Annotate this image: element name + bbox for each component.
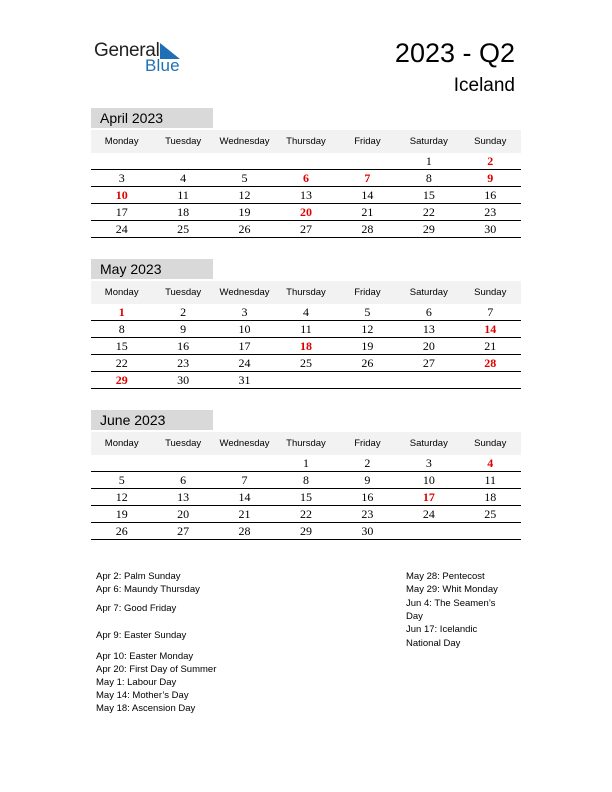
date-cell: 5	[241, 171, 248, 185]
date-cell: 29	[299, 524, 312, 538]
date-cell: 13	[299, 188, 312, 202]
weekday-label: Wednesday	[219, 438, 270, 449]
date-cell: 11	[484, 473, 497, 487]
weekday-header-row	[91, 432, 521, 455]
date-cell: 21	[361, 205, 374, 219]
logo-general-text: General	[94, 40, 160, 61]
week-row	[91, 372, 521, 389]
date-cell	[152, 455, 213, 471]
date-cell: 21	[484, 339, 497, 353]
date-cell: 22	[299, 507, 312, 521]
week-row	[91, 338, 521, 355]
weekday-label: Thursday	[286, 438, 326, 449]
date-cell: 28	[238, 524, 251, 538]
date-cell: 21	[238, 507, 251, 521]
weekday-label: Saturday	[409, 136, 448, 147]
week-row	[91, 472, 521, 489]
date-cell: 11	[300, 322, 312, 336]
date-cell: 25	[177, 222, 190, 236]
holiday-entry: Day	[406, 611, 423, 622]
month-title: June 2023	[91, 410, 213, 430]
date-cell: 6	[180, 473, 187, 487]
date-cell: 27	[177, 524, 190, 538]
weekday-header-row	[91, 281, 521, 304]
date-cell: 15	[422, 188, 435, 202]
holiday-entry: May 28: Pentecost	[406, 571, 485, 582]
month-block	[91, 108, 521, 238]
holiday-entry: Apr 6: Maundy Thursday	[96, 584, 200, 595]
holiday-entry: May 18: Ascension Day	[96, 703, 196, 714]
date-cell: 15	[299, 490, 312, 504]
date-cell: 27	[299, 222, 312, 236]
holiday-date-cell: 20	[299, 205, 312, 219]
date-cell: 8	[118, 322, 125, 336]
date-cell	[460, 523, 521, 539]
date-cell	[398, 523, 459, 539]
date-cell: 18	[177, 205, 190, 219]
holiday-date-cell: 7	[364, 171, 371, 185]
week-row	[91, 187, 521, 204]
week-row	[91, 355, 521, 372]
weekday-label: Saturday	[409, 438, 448, 449]
date-cell: 25	[484, 507, 497, 521]
date-cell: 27	[422, 356, 435, 370]
holiday-entry: National Day	[406, 638, 461, 649]
date-cell: 19	[238, 205, 251, 219]
date-cell: 19	[115, 507, 128, 521]
holiday-entry: May 1: Labour Day	[96, 677, 177, 688]
week-row	[91, 304, 521, 321]
weekday-label: Friday	[354, 136, 381, 147]
date-cell: 23	[177, 356, 190, 370]
date-cell: 9	[180, 322, 187, 336]
date-cell: 10	[238, 322, 251, 336]
weekday-label: Saturday	[409, 287, 448, 298]
holiday-date-cell: 14	[484, 322, 497, 336]
date-cell: 6	[425, 305, 432, 319]
weekday-label: Tuesday	[165, 438, 202, 449]
date-cell: 7	[487, 305, 494, 319]
date-cell	[337, 153, 398, 169]
week-row	[91, 506, 521, 523]
date-cell: 24	[422, 507, 435, 521]
holiday-date-cell: 17	[422, 490, 435, 504]
weekday-label: Monday	[104, 438, 139, 449]
month-title: April 2023	[91, 108, 213, 128]
weekday-label: Sunday	[474, 287, 507, 298]
holiday-entry: Jun 17: Icelandic	[406, 624, 478, 635]
date-cell: 12	[361, 322, 374, 336]
date-cell: 18	[484, 490, 497, 504]
date-cell	[337, 372, 398, 388]
date-cell	[460, 372, 521, 388]
date-cell: 16	[484, 188, 497, 202]
week-row	[91, 221, 521, 238]
date-cell: 4	[302, 305, 309, 319]
holiday-entry: Jun 4: The Seamen’s	[406, 598, 496, 609]
date-cell: 17	[115, 205, 128, 219]
date-cell: 23	[484, 205, 497, 219]
holiday-date-cell: 1	[118, 305, 125, 319]
holiday-entry: Apr 9: Easter Sunday	[96, 630, 187, 641]
holiday-entry: Apr 7: Good Friday	[96, 603, 177, 614]
date-cell: 26	[238, 222, 251, 236]
holiday-date-cell: 28	[484, 356, 497, 370]
date-cell: 5	[118, 473, 125, 487]
month-block	[91, 410, 521, 540]
date-cell: 26	[361, 356, 374, 370]
week-row	[91, 523, 521, 540]
date-cell: 3	[241, 305, 248, 319]
date-cell: 31	[238, 373, 251, 387]
holiday-date-cell: 9	[487, 171, 494, 185]
holiday-entry: Apr 2: Palm Sunday	[96, 571, 181, 582]
date-cell: 7	[241, 473, 248, 487]
holiday-entry: Apr 20: First Day of Summer	[96, 664, 217, 675]
weekday-label: Thursday	[286, 136, 326, 147]
holiday-date-cell: 18	[299, 339, 312, 353]
holiday-entry: May 29: Whit Monday	[406, 584, 498, 595]
date-cell: 3	[425, 456, 432, 470]
date-cell: 12	[115, 490, 128, 504]
weekday-label: Sunday	[474, 438, 507, 449]
week-row	[91, 170, 521, 187]
holiday-date-cell: 4	[487, 456, 494, 470]
date-cell: 1	[302, 456, 309, 470]
holiday-entry: Apr 10: Easter Monday	[96, 651, 194, 662]
weekday-label: Friday	[354, 287, 381, 298]
date-cell: 15	[115, 339, 128, 353]
date-cell: 22	[115, 356, 128, 370]
weekday-label: Wednesday	[219, 136, 270, 147]
logo-blue-text: Blue	[145, 56, 180, 75]
weekday-label: Friday	[354, 438, 381, 449]
date-cell	[214, 153, 275, 169]
date-cell: 24	[115, 222, 128, 236]
month-block	[91, 259, 521, 389]
date-cell	[214, 455, 275, 471]
date-cell: 22	[422, 205, 435, 219]
date-cell	[91, 153, 152, 169]
date-cell	[152, 153, 213, 169]
date-cell: 12	[238, 188, 251, 202]
weekday-label: Tuesday	[165, 287, 202, 298]
holiday-date-cell: 10	[115, 188, 128, 202]
weekday-header-row	[91, 130, 521, 153]
weekday-label: Monday	[104, 136, 139, 147]
week-row	[91, 455, 521, 472]
weekday-label: Monday	[104, 287, 139, 298]
date-cell: 24	[238, 356, 251, 370]
date-cell: 13	[177, 490, 190, 504]
week-row	[91, 204, 521, 221]
date-cell: 23	[361, 507, 374, 521]
logo	[94, 40, 204, 80]
date-cell: 17	[238, 339, 251, 353]
date-cell	[398, 372, 459, 388]
date-cell: 10	[422, 473, 435, 487]
date-cell: 14	[361, 188, 374, 202]
date-cell: 16	[177, 339, 190, 353]
date-cell: 30	[361, 524, 374, 538]
page-title: 2023 - Q2	[394, 38, 515, 68]
country-name: Iceland	[453, 75, 515, 96]
holiday-date-cell: 6	[302, 171, 309, 185]
date-cell: 28	[361, 222, 374, 236]
date-cell	[275, 153, 336, 169]
date-cell: 30	[177, 373, 190, 387]
date-cell: 16	[361, 490, 374, 504]
date-cell: 20	[177, 507, 190, 521]
date-cell: 25	[299, 356, 312, 370]
date-cell: 14	[238, 490, 251, 504]
date-cell: 20	[422, 339, 435, 353]
date-cell: 8	[425, 171, 432, 185]
month-title: May 2023	[91, 259, 213, 279]
weekday-label: Sunday	[474, 136, 507, 147]
date-cell: 30	[484, 222, 497, 236]
date-cell	[275, 372, 336, 388]
date-cell	[91, 455, 152, 471]
weekday-label: Tuesday	[165, 136, 202, 147]
date-cell: 2	[180, 305, 187, 319]
date-cell: 13	[422, 322, 435, 336]
weekday-label: Wednesday	[219, 287, 270, 298]
week-row	[91, 321, 521, 338]
date-cell: 2	[364, 456, 371, 470]
date-cell: 3	[118, 171, 125, 185]
holiday-date-cell: 29	[115, 373, 128, 387]
date-cell: 9	[364, 473, 371, 487]
date-cell: 19	[361, 339, 374, 353]
date-cell: 8	[302, 473, 309, 487]
week-row	[91, 153, 521, 170]
date-cell: 26	[115, 524, 128, 538]
holiday-date-cell: 2	[487, 154, 494, 168]
date-cell: 1	[425, 154, 432, 168]
weekday-label: Thursday	[286, 287, 326, 298]
week-row	[91, 489, 521, 506]
holiday-entry: May 14: Mother’s Day	[96, 690, 189, 701]
date-cell: 5	[364, 305, 371, 319]
date-cell: 11	[177, 188, 189, 202]
date-cell: 4	[180, 171, 187, 185]
date-cell: 29	[422, 222, 435, 236]
